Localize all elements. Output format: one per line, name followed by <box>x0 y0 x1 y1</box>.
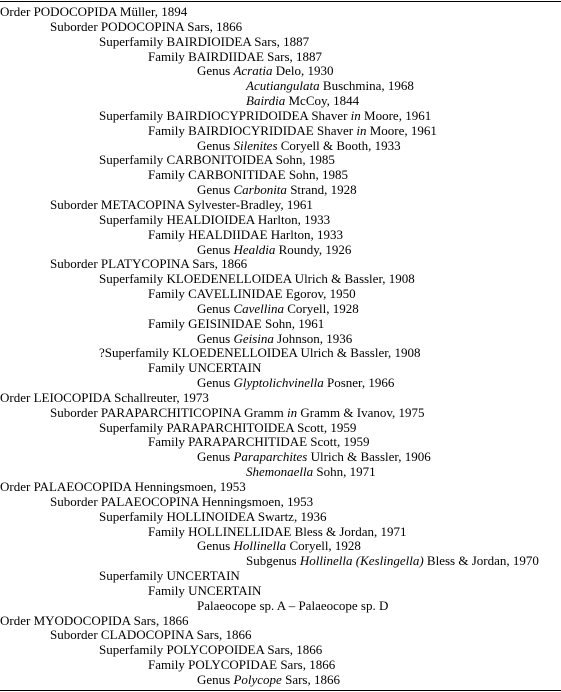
taxon-text: Order PALAEOCOPIDA Henningsmoen, 1953 <box>0 479 246 494</box>
taxon-italic-text: Paraparchites <box>233 449 308 465</box>
taxon-italic-text: Glyptolichvinella <box>233 375 324 391</box>
taxon-text: Order LEIOCOPIDA Schallreuter, 1973 <box>0 389 209 405</box>
taxon-row <box>0 317 561 332</box>
taxon-italic-text: Healdia <box>233 241 276 257</box>
taxon-text: McCoy, 1844 <box>285 93 360 109</box>
taxon-text: Coryell, 1928 <box>286 538 361 554</box>
taxon-text: Superfamily UNCERTAIN <box>99 568 240 584</box>
taxon-row <box>0 628 561 643</box>
taxon-row <box>0 673 561 688</box>
taxon-text: Genus <box>197 300 234 316</box>
taxon-text: Superfamily POLYCOPOIDEA Sars, 1866 <box>99 642 323 658</box>
taxon-text: Genus <box>197 63 234 79</box>
taxon-italic-text: Carbonita <box>233 182 287 198</box>
top-rule <box>0 1 561 2</box>
taxon-row <box>0 153 561 168</box>
taxon-row <box>0 228 561 243</box>
taxon-text: Gramm & Ivanov, 1975 <box>297 404 425 420</box>
taxon-text: Genus <box>197 538 234 554</box>
taxon-italic-text: Acutiangulata <box>246 78 320 94</box>
taxon-text: Superfamily BAIRDIOIDEA Sars, 1887 <box>99 33 310 49</box>
taxon-row <box>0 658 561 673</box>
taxon-text: Genus <box>197 182 234 198</box>
taxon-text: Suborder PLATYCOPINA Sars, 1866 <box>50 256 248 272</box>
taxon-text: Genus <box>197 241 234 257</box>
taxon-text: Ulrich & Bassler, 1906 <box>307 449 431 465</box>
taxon-text: Suborder PODOCOPINA Sars, 1866 <box>50 18 243 34</box>
taxon-row <box>0 450 561 465</box>
taxon-text: Family CAVELLINIDAE Egorov, 1950 <box>148 286 356 302</box>
taxon-row <box>0 198 561 213</box>
taxon-row <box>0 599 561 614</box>
taxon-text: Moore, 1961 <box>360 107 432 123</box>
taxon-text: Family CARBONITIDAE Sohn, 1985 <box>148 167 349 183</box>
taxon-text: Superfamily HEALDIOIDEA Harlton, 1933 <box>99 211 331 227</box>
taxon-text: Order MYODOCOPIDA Sars, 1866 <box>0 612 189 628</box>
taxon-row <box>0 243 561 258</box>
taxon-text: Superfamily CARBONITOIDEA Sohn, 1985 <box>99 152 335 168</box>
taxon-text: Family POLYCOPIDAE Sars, 1866 <box>148 657 336 673</box>
taxon-text: Genus <box>197 449 234 465</box>
taxon-text: Suborder PALAEOCOPINA Henningsmoen, 1953 <box>50 493 314 509</box>
taxon-text: Family HEALDIIDAE Harlton, 1933 <box>148 226 343 242</box>
taxon-row <box>0 495 561 510</box>
taxon-row <box>0 525 561 540</box>
taxon-row <box>0 406 561 421</box>
taxon-row <box>0 346 561 361</box>
taxon-row <box>0 64 561 79</box>
taxon-row <box>0 109 561 124</box>
taxon-row <box>0 391 561 406</box>
taxon-row <box>0 332 561 347</box>
taxon-text: Suborder PARAPARCHITICOPINA Gramm <box>50 404 288 420</box>
taxon-text: Family UNCERTAIN <box>148 582 262 598</box>
taxon-text: Family PARAPARCHITIDAE Scott, 1959 <box>148 434 370 450</box>
taxon-italic-text: Acratia <box>233 63 273 79</box>
taxon-text: Sohn, 1971 <box>313 464 376 480</box>
taxon-italic-text: Bairdia <box>246 93 286 109</box>
taxon-row <box>0 183 561 198</box>
taxon-text: Palaeocope sp. A – Palaeocope sp. D <box>197 597 389 613</box>
taxon-row <box>0 569 561 584</box>
taxon-text: Family HOLLINELLIDAE Bless & Jordan, 1971 <box>148 523 407 539</box>
taxon-italic-text: Hollinella (Keslingella) <box>299 553 424 569</box>
taxon-text: Posner, 1966 <box>323 375 395 391</box>
taxon-text: Suborder CLADOCOPINA Sars, 1866 <box>50 627 252 643</box>
taxon-row <box>0 79 561 94</box>
taxon-row <box>0 5 561 20</box>
taxon-row <box>0 614 561 629</box>
taxon-text: Bless & Jordan, 1970 <box>423 553 539 569</box>
taxon-row <box>0 287 561 302</box>
taxon-row <box>0 554 561 569</box>
taxon-row <box>0 421 561 436</box>
taxon-row <box>0 361 561 376</box>
taxon-italic-text: in <box>287 404 298 420</box>
taxon-text: Superfamily KLOEDENELLOIDEA Ulrich & Bassler, 1908 <box>99 271 415 287</box>
taxon-text: Genus <box>197 671 234 687</box>
taxon-text: Order PODOCOPIDA Müller, 1894 <box>0 4 188 19</box>
taxon-row <box>0 213 561 228</box>
taxon-row <box>0 584 561 599</box>
taxon-row <box>0 465 561 480</box>
taxon-italic-text: Geisina <box>233 330 274 346</box>
taxon-row <box>0 376 561 391</box>
taxon-text: Genus <box>197 330 234 346</box>
bottom-rule <box>0 690 561 691</box>
taxon-text: Superfamily HOLLINOIDEA Swartz, 1936 <box>99 508 327 524</box>
taxon-text: Family GEISINIDAE Sohn, 1961 <box>148 315 325 331</box>
taxon-text: ?Superfamily KLOEDENELLOIDEA Ulrich & Bassler, 1908 <box>99 345 421 361</box>
taxon-text: Family BAIRDIIDAE Sars, 1887 <box>148 48 323 64</box>
taxon-text: Delo, 1930 <box>272 63 334 79</box>
taxon-text: Genus <box>197 375 234 391</box>
taxon-text: Coryell, 1928 <box>284 300 359 316</box>
taxon-text: Roundy, 1926 <box>275 241 352 257</box>
taxon-text: Buschmina, 1968 <box>319 78 414 94</box>
taxon-text: Superfamily BAIRDIOCYPRIDOIDEA Shaver <box>99 107 351 123</box>
taxon-row <box>0 124 561 139</box>
taxon-text: Johnson, 1936 <box>273 330 353 346</box>
taxon-italic-text: in <box>356 122 367 138</box>
taxon-row <box>0 435 561 450</box>
taxon-row <box>0 480 561 495</box>
taxon-row <box>0 139 561 154</box>
taxon-text: Sars, 1866 <box>281 671 340 687</box>
taxon-text: Family UNCERTAIN <box>148 360 262 376</box>
taxon-text: Superfamily PARAPARCHITOIDEA Scott, 1959 <box>99 419 357 435</box>
taxon-row <box>0 643 561 658</box>
taxon-text: Genus <box>197 137 234 153</box>
taxon-row <box>0 94 561 109</box>
taxon-text: Coryell & Booth, 1933 <box>277 137 401 153</box>
taxon-row <box>0 257 561 272</box>
taxon-italic-text: Polycope <box>233 671 282 687</box>
taxon-row <box>0 272 561 287</box>
taxon-italic-text: Silenites <box>233 137 278 153</box>
taxon-row <box>0 510 561 525</box>
taxon-text: Moore, 1961 <box>366 122 437 138</box>
taxon-row <box>0 168 561 183</box>
taxon-italic-text: Hollinella <box>233 538 287 554</box>
taxonomy-list <box>0 5 561 688</box>
taxon-text: Family BAIRDIOCYRIDIDAE Shaver <box>148 122 357 138</box>
taxon-italic-text: Cavellina <box>233 300 285 316</box>
taxon-row <box>0 539 561 554</box>
taxon-text: Strand, 1928 <box>286 182 357 198</box>
taxon-italic-text: Shemonaella <box>246 464 314 480</box>
taxon-text: Suborder METACOPINA Sylvester-Bradley, 1961 <box>50 196 313 212</box>
taxon-row <box>0 50 561 65</box>
taxon-row <box>0 20 561 35</box>
taxon-italic-text: in <box>350 107 361 123</box>
taxon-text: Subgenus <box>246 553 300 569</box>
taxon-row <box>0 302 561 317</box>
taxon-row <box>0 35 561 50</box>
